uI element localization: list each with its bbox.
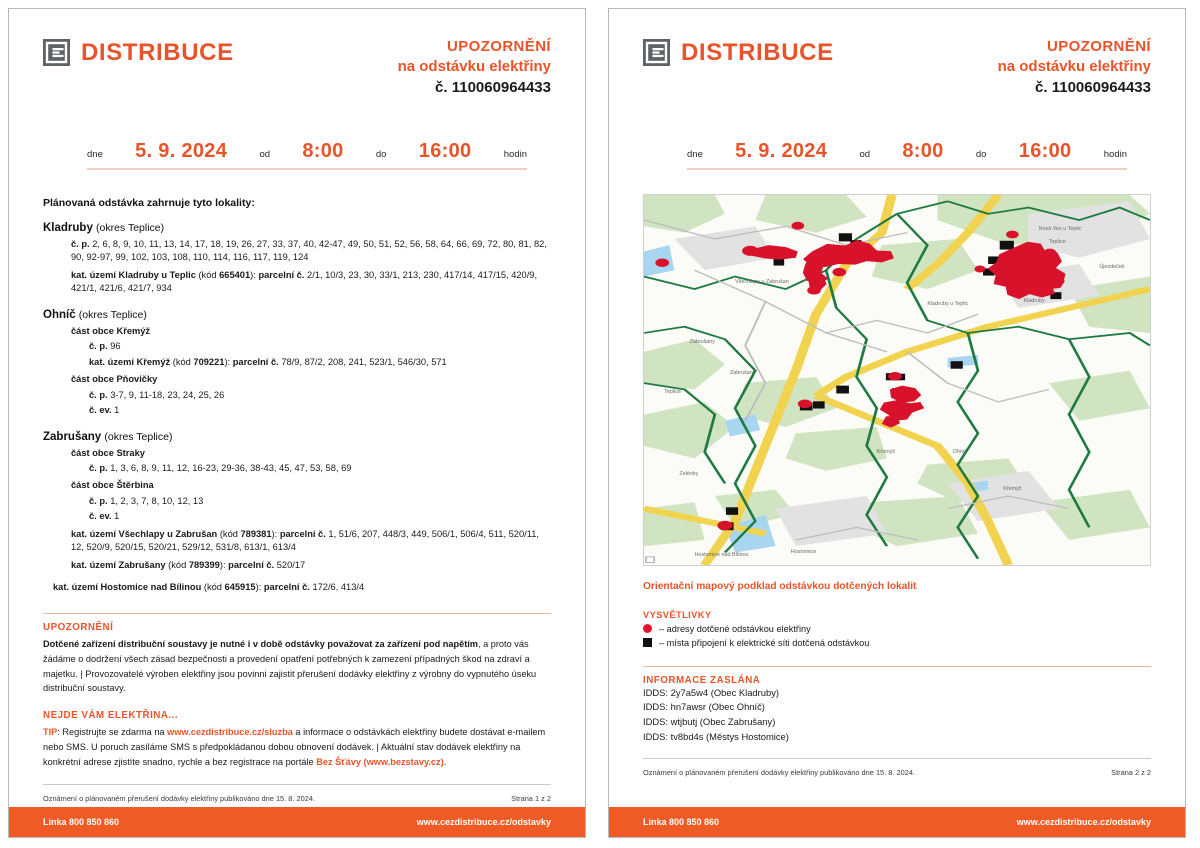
entry-cadastre: Štěrbina: [116, 480, 154, 491]
locality-entry: [61, 238, 551, 265]
locality-district: (okres Teplice): [104, 430, 173, 443]
entry-cadastre: Hostomice nad Bílinou: [100, 582, 202, 593]
cez-e-logo-icon: [643, 39, 670, 66]
brand-name-2: DISTRIBUCE: [681, 38, 834, 66]
map-label: Hostomice nad Bílinou: [694, 552, 749, 559]
brand-logo: [43, 39, 234, 66]
label-do: do: [375, 148, 387, 160]
tip-link-bezstavy[interactable]: Bez Šťávy (www.bezstavy.cz): [316, 757, 444, 768]
entry-label: č. p.: [89, 462, 108, 473]
warning-bold: Dotčené zařízení distribuční soustavy je nutné i v době odstávky považovat za zařízení pod napětím: [43, 638, 478, 649]
locality-entry: [61, 447, 551, 460]
legend-heading: VYSVĚTLIVKY: [643, 609, 712, 620]
entry-label: kat. území: [53, 582, 98, 593]
map-legend: [643, 624, 1151, 648]
entry-values: 2, 6, 8, 9, 10, 11, 13, 14, 17, 18, 19, 26, 27, 33, 37, 40, 42-47, 49, 50, 51, 52, 56, 58, 64, 66, 69, 72, 80, 81, 82, 90, 92-97, 99, 102, 103, 108, 110, 114, 116, 117, 119, 124: [71, 238, 547, 263]
divider-info-sent: [643, 666, 1151, 667]
locality-name: Zabrušany (okres Teplice): [43, 430, 173, 443]
entry-code: (kód 665401):: [198, 269, 256, 280]
entry-values: 520/17: [276, 559, 306, 570]
publication-row-right: [643, 768, 1151, 777]
entry-label: kat. území: [71, 528, 116, 539]
entry-values: 172/6, 413/4: [312, 582, 365, 593]
entry-values: 78/9, 87/2, 208, 241, 523/1, 546/30, 571: [281, 356, 447, 367]
outage-date-bar-2: [687, 140, 1127, 170]
entry-values: 96: [110, 341, 121, 352]
locality-district: (okres Teplice): [78, 308, 147, 321]
label-dne-2: dne: [687, 148, 703, 160]
localities-list: [43, 222, 551, 595]
map-label: Újezdeček: [1099, 263, 1125, 270]
entry-parcel-label: parcelní č.: [228, 559, 275, 570]
outage-date-bar: [87, 140, 527, 170]
entry-code: (kód 645915):: [203, 582, 262, 593]
label-hodin: hodin: [503, 148, 527, 160]
page-1-header: [43, 37, 551, 98]
notice-title-block-2: [998, 37, 1151, 98]
locality-entry: [79, 510, 551, 523]
legend-item: [643, 624, 1151, 634]
entry-label: č. ev.: [89, 405, 112, 416]
legend-text: – adresy dotčené odstávkou elektřiny: [659, 623, 811, 634]
page-2-content: [609, 9, 1185, 807]
outage-date-2: 5. 9. 2024: [735, 139, 828, 162]
notice-title-line1: UPOZORNĚNÍ: [446, 38, 551, 55]
map-label: Ohníč: [952, 448, 968, 455]
entry-label: část obce: [71, 325, 114, 336]
locality-name: Kladruby (okres Teplice): [43, 221, 165, 234]
tip-label: TIP: [43, 727, 58, 738]
locality-entry: [79, 356, 551, 369]
label-od: od: [259, 148, 271, 160]
warning-heading: UPOZORNĚNÍ: [43, 621, 114, 633]
locality-entry: [61, 373, 551, 386]
red-circle-marker-icon: [643, 624, 652, 633]
entry-values: 1, 2, 3, 7, 8, 10, 12, 13: [110, 495, 204, 506]
cez-e-logo-icon: [43, 39, 70, 66]
map-caption: Orientační mapový podklad odstávkou dotčených lokalit: [643, 580, 917, 592]
label-do-2: do: [975, 148, 987, 160]
map-label: Křemýž: [1003, 486, 1022, 493]
page-number-left: Strana 1 z 2: [511, 794, 551, 804]
tip-part2: a informace o odstávkách elektřiny budete dostávat e-mailem nebo SMS. U poruch zasíláme SMS s předpokládanou dobou obnovení dodávek. | Aktuální stav dodávek elektřiny na konkrétní adrese zjistíte snadno, rychle a bez registrace na portále: [43, 727, 546, 768]
warning-text: [43, 637, 551, 697]
entry-values: 1: [114, 405, 120, 416]
divider-publication-right: [643, 758, 1151, 759]
footer-phone-left[interactable]: Linka 800 850 860: [43, 817, 120, 827]
entry-label: kat. území: [71, 559, 116, 570]
entry-parcel-label: parcelní č.: [263, 582, 310, 593]
publication-row-left: [43, 794, 551, 803]
tip-text: [43, 725, 551, 770]
footer-bar-right: [609, 807, 1185, 837]
tip-part3: .: [443, 757, 447, 768]
page-number-right: Strana 2 z 2: [1111, 768, 1151, 778]
entry-label: kat. území: [89, 356, 134, 367]
outage-date: 5. 9. 2024: [135, 139, 228, 162]
page-1-content: [9, 9, 585, 807]
map-graphic: [644, 195, 1150, 565]
entry-parcel-label: parcelní č.: [258, 269, 305, 280]
outage-map[interactable]: [643, 194, 1151, 566]
entry-label: kat. území: [71, 269, 116, 280]
map-label: Všechlapy u Zabrušan: [735, 279, 789, 286]
footer-url-left[interactable]: www.cezdistribuce.cz/odstavky: [416, 817, 551, 827]
entry-label: č. p.: [89, 389, 108, 400]
entry-label: č. p.: [71, 238, 90, 249]
locality-name: Ohníč (okres Teplice): [43, 308, 147, 321]
label-hodin-2: hodin: [1103, 148, 1127, 160]
locality-district: (okres Teplice): [96, 221, 165, 234]
entry-code: (kód 789381):: [219, 528, 278, 539]
page-1: [8, 8, 586, 838]
outage-time-to: 16:00: [418, 139, 472, 162]
locality-entry: [79, 389, 551, 402]
entry-cadastre: Kladruby u Teplic: [118, 269, 196, 280]
localities-lead: Plánovaná odstávka zahrnuje tyto lokality:: [43, 196, 255, 209]
divider-publication-left: [43, 784, 551, 785]
entry-cadastre: Křemýž: [116, 325, 151, 336]
locality-entry: [61, 479, 551, 492]
warning-rest: , a proto vás žádáme o dodržení všech zásad bezpečnosti a provedení opatření potřebných k zamezení případných škod na zdraví a majetku. | Provozovatelé výroben elektřiny jsou povinni zajistit přerušení dodávky elektřiny z výrobny do vypnutého úseku distribuční soustavy.: [43, 638, 537, 694]
tip-part1: : Registrujte se zdarma na: [57, 727, 168, 738]
locality-entry: [61, 528, 551, 555]
map-label: Zabrušany: [730, 370, 756, 377]
entry-code: (kód 789399):: [168, 559, 226, 570]
entry-values: 2/1, 10/3, 23, 30, 33/1, 213, 230, 417/14, 417/15, 420/9, 421/1, 421/6, 421/7, 934: [71, 269, 538, 294]
locality-entry: [79, 462, 551, 475]
legend-item: [643, 638, 1151, 648]
outage-time-to-2: 16:00: [1018, 139, 1072, 162]
map-label: Křemýž: [876, 448, 896, 455]
footer-url-right[interactable]: www.cezdistribuce.cz/odstavky: [1016, 817, 1151, 827]
entry-label: část obce: [71, 447, 114, 458]
idds-item: IDDS: hn7awsr (Obec Ohníč): [643, 701, 765, 713]
page-2-header: [643, 37, 1151, 98]
entry-parcel-label: parcelní č.: [279, 528, 326, 539]
outage-time-from: 8:00: [302, 139, 344, 162]
outage-time-from-2: 8:00: [902, 139, 944, 162]
entry-parcel-label: parcelní č.: [232, 356, 279, 367]
entry-label: č. ev.: [89, 511, 112, 522]
entry-cadastre: Zabrušany: [118, 559, 166, 570]
entry-cadastre: Křemýž: [136, 356, 171, 367]
publication-text-left: Oznámení o plánovaném přerušení dodávky elektřiny publikováno dne 15. 8. 2024.: [43, 794, 315, 804]
locality-entry: [79, 404, 551, 417]
map-label: Teplice: [664, 389, 682, 396]
entry-label: část obce: [71, 374, 114, 385]
entry-code: (kód 709221):: [172, 356, 231, 367]
map-label: Kladruby: [1023, 298, 1045, 305]
brand-logo-2: [643, 39, 834, 66]
idds-item: IDDS: tv8bd4s (Městys Hostomice): [643, 730, 789, 742]
brand-name: DISTRIBUCE: [81, 38, 234, 66]
final-cadastre-entry: [43, 581, 551, 594]
entry-cadastre: Všechlapy u Zabrušan: [118, 528, 218, 539]
entry-values: 1, 51/6, 207, 448/3, 449, 506/1, 506/4, 511, 520/11, 12, 520/9, 520/15, 520/21, 529/12, 531/8, 613/1, 613/4: [71, 528, 539, 553]
notice-title-line2: na odstávku elektřiny: [397, 57, 551, 75]
page-2: [608, 8, 1186, 838]
idds-item: IDDS: 2y7a5w4 (Obec Kladruby): [643, 686, 779, 698]
map-label: Nová Ves u Teplic: [1038, 226, 1082, 233]
locality-entry: [61, 559, 551, 572]
notice-number-2: č. 110060964433: [1035, 78, 1151, 96]
info-sent-list: [643, 686, 1151, 744]
map-label: Zelénky: [679, 470, 699, 477]
entry-cadastre: Straky: [116, 447, 145, 458]
map-label: Zabrušany: [689, 339, 715, 346]
publication-text-right: Oznámení o plánovaném přerušení dodávky elektřiny publikováno dne 15. 8. 2024.: [643, 768, 915, 778]
black-square-marker-icon: [643, 638, 652, 647]
footer-phone-right[interactable]: Linka 800 850 860: [643, 817, 720, 827]
label-od-2: od: [859, 148, 871, 160]
label-dne: dne: [87, 148, 103, 160]
notice-title-block: [398, 37, 551, 98]
locality-entry: [61, 269, 551, 296]
footer-bar-left: [9, 807, 585, 837]
entry-values: 3-7, 9, 11-18, 23, 24, 25, 26: [110, 389, 225, 400]
notice-title-line1-2: UPOZORNĚNÍ: [1046, 38, 1151, 55]
info-sent-heading: INFORMACE ZASLÁNA: [643, 674, 761, 686]
locality-entry: [79, 340, 551, 353]
notice-number: č. 110060964433: [435, 78, 551, 96]
map-label: Kladruby u Teplic: [927, 301, 969, 308]
idds-item: IDDS: wtjbutj (Obec Zabrušany): [643, 715, 776, 727]
locality-entry: [79, 495, 551, 508]
entry-label: č. p.: [89, 341, 108, 352]
notice-title-line2-2: na odstávku elektřiny: [997, 57, 1151, 75]
tip-link-sluzba[interactable]: www.cezdistribuce.cz/sluzba: [167, 727, 293, 738]
legend-text: – místa připojení k elektrické síti dotčená odstávkou: [659, 637, 870, 648]
entry-values: 1, 3, 6, 8, 9, 11, 12, 16-23, 29-36, 38-43, 45, 47, 53, 58, 69: [110, 462, 352, 473]
map-label: Teplice: [1048, 238, 1066, 245]
divider-warning: [43, 613, 551, 614]
map-label: Hostomice: [790, 549, 817, 556]
entry-label: č. p.: [89, 495, 108, 506]
locality-entry: [61, 325, 551, 338]
entry-cadastre: Pňovičky: [116, 374, 158, 385]
tip-heading: NEJDE VÁM ELEKTŘINA...: [43, 710, 179, 722]
entry-label: část obce: [71, 480, 114, 491]
entry-values: 1: [114, 511, 120, 522]
